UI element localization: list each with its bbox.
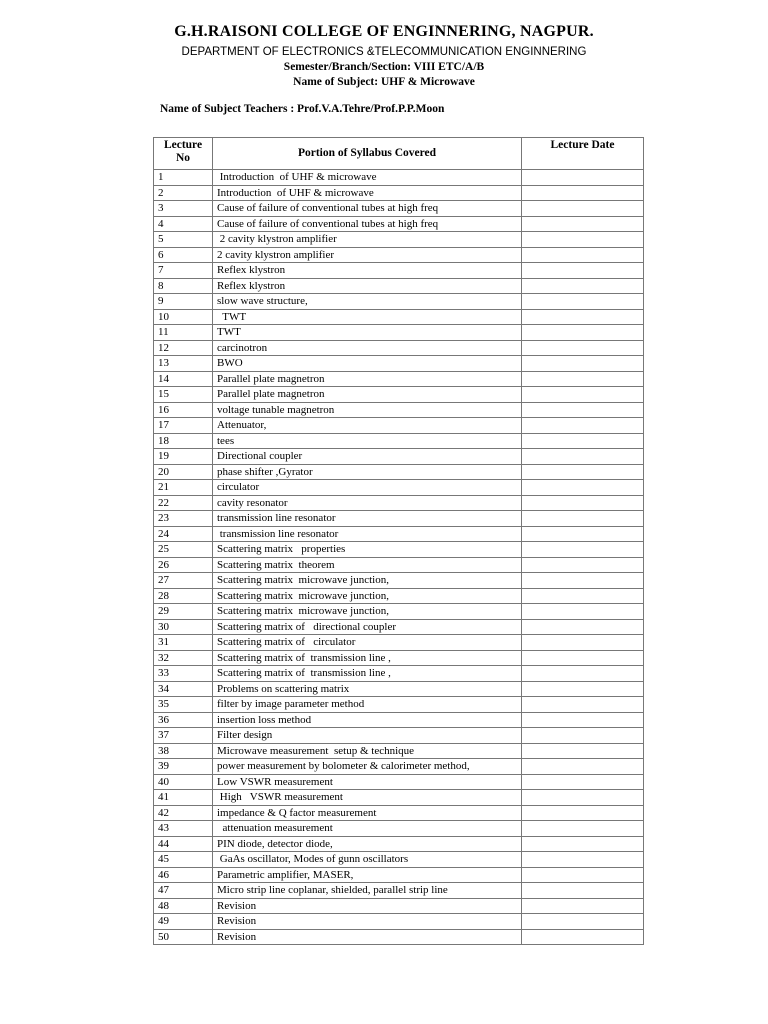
- lecture-date-cell: [522, 201, 644, 217]
- lecture-date-cell: [522, 619, 644, 635]
- syllabus-topic-cell: Revision: [213, 898, 522, 914]
- lecture-date-cell: [522, 402, 644, 418]
- lecture-number-cell: 25: [154, 542, 213, 558]
- lecture-number-cell: 34: [154, 681, 213, 697]
- table-row: [154, 511, 644, 527]
- portion-header: Portion of Syllabus Covered: [213, 138, 522, 170]
- table-row: [154, 526, 644, 542]
- syllabus-topic-cell: Attenuator,: [213, 418, 522, 434]
- lecture-date-cell: [522, 759, 644, 775]
- lecture-date-cell: [522, 883, 644, 899]
- table-row: [154, 449, 644, 465]
- syllabus-topic-cell: circulator: [213, 480, 522, 496]
- syllabus-topic-cell: Introduction of UHF & microwave: [213, 170, 522, 186]
- lecture-number-cell: 8: [154, 278, 213, 294]
- syllabus-topic-cell: Revision: [213, 929, 522, 945]
- lecture-date-cell: [522, 433, 644, 449]
- syllabus-topic-cell: Micro strip line coplanar, shielded, parallel strip line: [213, 883, 522, 899]
- lecture-date-cell: [522, 635, 644, 651]
- lecture-number-cell: 29: [154, 604, 213, 620]
- lecture-number-cell: 20: [154, 464, 213, 480]
- lecture-date-cell: [522, 697, 644, 713]
- table-row: [154, 604, 644, 620]
- document-header: [0, 22, 768, 89]
- table-row: [154, 464, 644, 480]
- table-row: [154, 929, 644, 945]
- syllabus-topic-cell: Scattering matrix properties: [213, 542, 522, 558]
- lecture-date-cell: [522, 836, 644, 852]
- lecture-date-cell: [522, 743, 644, 759]
- lecture-date-cell: [522, 449, 644, 465]
- lecture-date-cell: [522, 216, 644, 232]
- lecture-date-cell: [522, 185, 644, 201]
- syllabus-topic-cell: attenuation measurement: [213, 821, 522, 837]
- table-row: [154, 387, 644, 403]
- table-row: [154, 216, 644, 232]
- college-name: G.H.RAISONI COLLEGE OF ENGINNERING, NAGPUR.: [174, 23, 594, 40]
- table-row: [154, 774, 644, 790]
- semester-branch-section: Semester/Branch/Section: VIII ETC/A/B: [283, 61, 485, 73]
- table-row: [154, 588, 644, 604]
- lecture-number-cell: 40: [154, 774, 213, 790]
- lecture-number-cell: 19: [154, 449, 213, 465]
- table-row: [154, 759, 644, 775]
- department-name: DEPARTMENT OF ELECTRONICS &TELECOMMUNICATION ENGINNERING: [181, 46, 587, 58]
- syllabus-topic-cell: Scattering matrix microwave junction,: [213, 588, 522, 604]
- syllabus-topic-cell: Parallel plate magnetron: [213, 387, 522, 403]
- lecture-date-cell: [522, 511, 644, 527]
- syllabus-topic-cell: power measurement by bolometer & calorimeter method,: [213, 759, 522, 775]
- lecture-date-cell: [522, 340, 644, 356]
- syllabus-topic-cell: Reflex klystron: [213, 263, 522, 279]
- lecture-date-cell: [522, 852, 644, 868]
- lecture-number-cell: 41: [154, 790, 213, 806]
- table-row: [154, 728, 644, 744]
- syllabus-topic-cell: Scattering matrix of transmission line ,: [213, 666, 522, 682]
- syllabus-topic-cell: slow wave structure,: [213, 294, 522, 310]
- table-row: [154, 557, 644, 573]
- table-row: [154, 914, 644, 930]
- lecture-number-cell: 11: [154, 325, 213, 341]
- lecture-date-header: Lecture Date: [522, 138, 644, 170]
- table-row: [154, 743, 644, 759]
- lecture-date-cell: [522, 278, 644, 294]
- syllabus-table-body: [154, 170, 644, 945]
- lecture-number-cell: 18: [154, 433, 213, 449]
- lecture-number-cell: 16: [154, 402, 213, 418]
- lecture-number-cell: 37: [154, 728, 213, 744]
- lecture-number-cell: 6: [154, 247, 213, 263]
- lecture-number-cell: 50: [154, 929, 213, 945]
- lecture-number-cell: 14: [154, 371, 213, 387]
- syllabus-topic-cell: Scattering matrix microwave junction,: [213, 573, 522, 589]
- table-row: [154, 170, 644, 186]
- lecture-number-cell: 4: [154, 216, 213, 232]
- lecture-no-header: [154, 138, 213, 170]
- lecture-date-cell: [522, 805, 644, 821]
- lecture-number-cell: 22: [154, 495, 213, 511]
- lecture-number-cell: 21: [154, 480, 213, 496]
- lecture-number-cell: 30: [154, 619, 213, 635]
- table-row: [154, 883, 644, 899]
- lecture-date-cell: [522, 526, 644, 542]
- syllabus-topic-cell: Cause of failure of conventional tubes at high freq: [213, 216, 522, 232]
- lecture-date-cell: [522, 309, 644, 325]
- syllabus-topic-cell: Filter design: [213, 728, 522, 744]
- table-row: [154, 201, 644, 217]
- table-row: [154, 898, 644, 914]
- lecture-number-cell: 1: [154, 170, 213, 186]
- syllabus-topic-cell: Introduction of UHF & microwave: [213, 185, 522, 201]
- lecture-number-cell: 43: [154, 821, 213, 837]
- table-row: [154, 619, 644, 635]
- syllabus-topic-cell: PIN diode, detector diode,: [213, 836, 522, 852]
- lecture-no-header-line2: No: [175, 152, 191, 164]
- syllabus-topic-cell: impedance & Q factor measurement: [213, 805, 522, 821]
- lecture-number-cell: 46: [154, 867, 213, 883]
- lecture-number-cell: 35: [154, 697, 213, 713]
- lecture-number-cell: 44: [154, 836, 213, 852]
- lecture-number-cell: 27: [154, 573, 213, 589]
- table-row: [154, 712, 644, 728]
- lecture-date-cell: [522, 325, 644, 341]
- lecture-no-header-line1: Lecture: [163, 139, 203, 151]
- table-row: [154, 433, 644, 449]
- syllabus-topic-cell: phase shifter ,Gyrator: [213, 464, 522, 480]
- lecture-date-cell: [522, 495, 644, 511]
- lecture-date-cell: [522, 681, 644, 697]
- lecture-date-cell: [522, 666, 644, 682]
- lecture-date-cell: [522, 542, 644, 558]
- syllabus-topic-cell: Reflex klystron: [213, 278, 522, 294]
- lecture-number-cell: 13: [154, 356, 213, 372]
- table-row: [154, 867, 644, 883]
- lecture-number-cell: 9: [154, 294, 213, 310]
- syllabus-topic-cell: transmission line resonator: [213, 511, 522, 527]
- syllabus-topic-cell: Scattering matrix of transmission line ,: [213, 650, 522, 666]
- table-header-row: [154, 138, 644, 170]
- lecture-number-cell: 17: [154, 418, 213, 434]
- syllabus-topic-cell: Parallel plate magnetron: [213, 371, 522, 387]
- lecture-date-cell: [522, 914, 644, 930]
- lecture-number-cell: 31: [154, 635, 213, 651]
- lecture-date-cell: [522, 464, 644, 480]
- syllabus-topic-cell: TWT: [213, 309, 522, 325]
- lecture-number-cell: 47: [154, 883, 213, 899]
- lecture-number-cell: 42: [154, 805, 213, 821]
- table-row: [154, 790, 644, 806]
- syllabus-topic-cell: cavity resonator: [213, 495, 522, 511]
- syllabus-topic-cell: BWO: [213, 356, 522, 372]
- lecture-date-cell: [522, 604, 644, 620]
- table-row: [154, 852, 644, 868]
- lecture-number-cell: 3: [154, 201, 213, 217]
- table-row: [154, 542, 644, 558]
- lecture-number-cell: 12: [154, 340, 213, 356]
- table-row: [154, 821, 644, 837]
- lecture-number-cell: 45: [154, 852, 213, 868]
- lecture-date-cell: [522, 790, 644, 806]
- lecture-number-cell: 24: [154, 526, 213, 542]
- table-row: [154, 278, 644, 294]
- syllabus-topic-cell: Microwave measurement setup & technique: [213, 743, 522, 759]
- table-row: [154, 325, 644, 341]
- subject-name: Name of Subject: UHF & Microwave: [293, 75, 475, 88]
- syllabus-topic-cell: Problems on scattering matrix: [213, 681, 522, 697]
- lecture-date-cell: [522, 774, 644, 790]
- table-row: [154, 836, 644, 852]
- lecture-number-cell: 32: [154, 650, 213, 666]
- lecture-date-cell: [522, 356, 644, 372]
- syllabus-topic-cell: Scattering matrix theorem: [213, 557, 522, 573]
- syllabus-topic-cell: transmission line resonator: [213, 526, 522, 542]
- table-row: [154, 309, 644, 325]
- lecture-date-cell: [522, 650, 644, 666]
- table-row: [154, 805, 644, 821]
- lecture-number-cell: 49: [154, 914, 213, 930]
- lecture-date-cell: [522, 418, 644, 434]
- lecture-date-cell: [522, 480, 644, 496]
- lecture-number-cell: 36: [154, 712, 213, 728]
- lecture-date-cell: [522, 728, 644, 744]
- lecture-date-cell: [522, 232, 644, 248]
- syllabus-topic-cell: Scattering matrix of directional coupler: [213, 619, 522, 635]
- table-row: [154, 666, 644, 682]
- syllabus-topic-cell: Parametric amplifier, MASER,: [213, 867, 522, 883]
- lecture-number-cell: 5: [154, 232, 213, 248]
- table-row: [154, 185, 644, 201]
- lecture-number-cell: 2: [154, 185, 213, 201]
- lecture-number-cell: 7: [154, 263, 213, 279]
- syllabus-topic-cell: Revision: [213, 914, 522, 930]
- table-row: [154, 371, 644, 387]
- table-row: [154, 247, 644, 263]
- syllabus-topic-cell: insertion loss method: [213, 712, 522, 728]
- lecture-date-cell: [522, 712, 644, 728]
- table-row: [154, 573, 644, 589]
- lecture-date-cell: [522, 573, 644, 589]
- syllabus-topic-cell: TWT: [213, 325, 522, 341]
- syllabus-topic-cell: 2 cavity klystron amplifier: [213, 247, 522, 263]
- lecture-date-cell: [522, 867, 644, 883]
- syllabus-topic-cell: Directional coupler: [213, 449, 522, 465]
- syllabus-topic-cell: voltage tunable magnetron: [213, 402, 522, 418]
- lecture-date-cell: [522, 247, 644, 263]
- table-row: [154, 418, 644, 434]
- lecture-number-cell: 28: [154, 588, 213, 604]
- table-row: [154, 356, 644, 372]
- lecture-date-cell: [522, 294, 644, 310]
- syllabus-topic-cell: GaAs oscillator, Modes of gunn oscillators: [213, 852, 522, 868]
- table-row: [154, 263, 644, 279]
- syllabus-topic-cell: filter by image parameter method: [213, 697, 522, 713]
- syllabus-topic-cell: Cause of failure of conventional tubes at high freq: [213, 201, 522, 217]
- lecture-date-cell: [522, 929, 644, 945]
- lecture-number-cell: 33: [154, 666, 213, 682]
- table-row: [154, 681, 644, 697]
- syllabus-topic-cell: Low VSWR measurement: [213, 774, 522, 790]
- lecture-number-cell: 10: [154, 309, 213, 325]
- syllabus-topic-cell: High VSWR measurement: [213, 790, 522, 806]
- lecture-date-cell: [522, 263, 644, 279]
- lecture-number-cell: 48: [154, 898, 213, 914]
- lecture-date-cell: [522, 387, 644, 403]
- table-row: [154, 340, 644, 356]
- lecture-date-cell: [522, 821, 644, 837]
- lecture-number-cell: 26: [154, 557, 213, 573]
- lecture-number-cell: 23: [154, 511, 213, 527]
- syllabus-topic-cell: 2 cavity klystron amplifier: [213, 232, 522, 248]
- lecture-date-cell: [522, 557, 644, 573]
- syllabus-topic-cell: tees: [213, 433, 522, 449]
- table-row: [154, 480, 644, 496]
- syllabus-topic-cell: Scattering matrix microwave junction,: [213, 604, 522, 620]
- lecture-date-cell: [522, 898, 644, 914]
- table-row: [154, 495, 644, 511]
- table-row: [154, 635, 644, 651]
- syllabus-topic-cell: carcinotron: [213, 340, 522, 356]
- table-row: [154, 294, 644, 310]
- lecture-number-cell: 15: [154, 387, 213, 403]
- syllabus-table: [153, 137, 644, 945]
- subject-teachers: Name of Subject Teachers : Prof.V.A.Tehre/Prof.P.P.Moon: [160, 103, 445, 115]
- lecture-number-cell: 38: [154, 743, 213, 759]
- table-row: [154, 232, 644, 248]
- lecture-date-cell: [522, 170, 644, 186]
- table-row: [154, 402, 644, 418]
- table-row: [154, 650, 644, 666]
- syllabus-topic-cell: Scattering matrix of circulator: [213, 635, 522, 651]
- lecture-date-cell: [522, 371, 644, 387]
- lecture-number-cell: 39: [154, 759, 213, 775]
- table-row: [154, 697, 644, 713]
- lecture-date-cell: [522, 588, 644, 604]
